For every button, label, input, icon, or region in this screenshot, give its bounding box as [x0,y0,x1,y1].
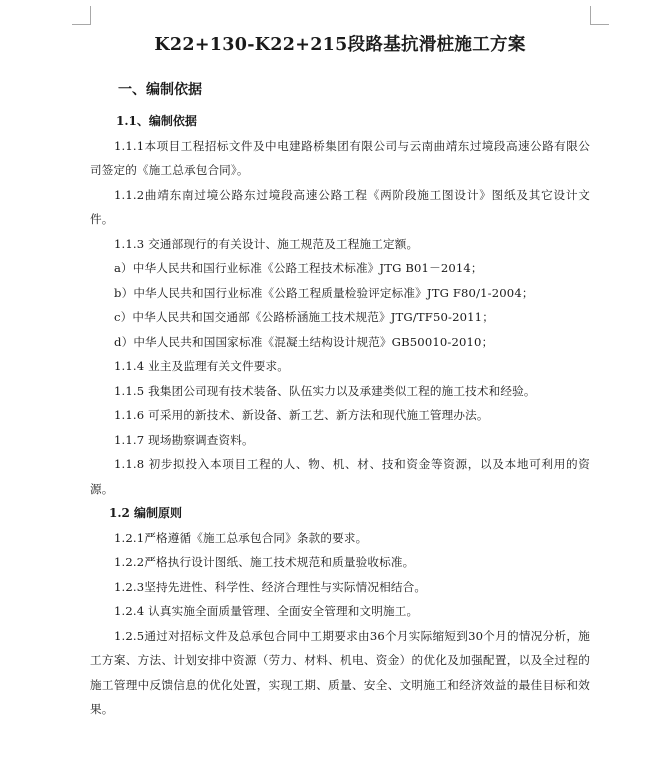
standard-item-b: b）中华人民共和国行业标准《公路工程质量检验评定标准》JTG F80/1-2004； [114,285,534,300]
document-body [90,30,590,722]
paragraph-1-1-3: 1.1.3 交通部现行的有关设计、施工规范及工程施工定额。 [114,236,419,251]
paragraph-1-2-2: 1.2.2严格执行设计图纸、施工技术规范和质量验收标准。 [114,555,415,569]
document-title: K22+130-K22+215段路基抗滑桩施工方案 [154,35,526,55]
page-corner-mark-top-left [72,6,91,25]
paragraph-1-1-7: 1.1.7 现场勘察调查资料。 [114,432,254,447]
paragraph-1-1-5: 1.1.5 我集团公司现有技术装备、队伍实力以及承建类似工程的施工技术和经验。 [114,383,536,398]
paragraph-1-2-4: 1.2.4 认真实施全面质量管理、全面安全管理和文明施工。 [114,604,419,618]
standard-item-a: a）中华人民共和国行业标准《公路工程技术标准》JTG B01－2014； [114,261,483,275]
page-corner-mark-top-right [590,6,609,25]
paragraph-1-1-1: 1.1.1本项目工程招标文件及中电建路桥集团有限公司与云南曲靖东过境段高速公路有限公司签定的《施工总承包合同》。 [90,138,590,177]
section-heading-compilation-basis: 一、编制依据 [118,82,202,98]
subsection-heading-1-2: 1.2 编制原则 [109,506,183,520]
paragraph-1-2-3: 1.2.3坚持先进性、科学性、经济合理性与实际情况相结合。 [114,579,427,594]
paragraph-1-2-1: 1.2.1严格遵循《施工总承包合同》条款的要求。 [114,530,368,545]
paragraph-1-1-2: 1.1.2曲靖东南过境公路东过境段高速公路工程《两阶段施工图设计》图纸及其它设计文件。 [90,187,590,226]
paragraph-1-1-4: 1.1.4 业主及监理有关文件要求。 [114,359,290,373]
paragraph-1-2-5: 1.2.5通过对招标文件及总承包合同中工期要求由36个月实际缩短到30个月的情况分析，施工方案、方法、计划安排中资源（劳力、材料、机电、资金）的优化及加强配置，以及全过程的施工管理中反馈信息的优化处置，实现工期、质量、安全、文明施工和经济效益的最佳目标和效果。 [90,628,590,716]
paragraph-1-1-6: 1.1.6 可采用的新技术、新设备、新工艺、新方法和现代施工管理办法。 [114,408,489,422]
standard-item-c: c）中华人民共和国交通部《公路桥涵施工技术规范》JTG/TF50-2011； [114,310,494,324]
standard-item-d: d）中华人民共和国国家标准《混凝土结构设计规范》GB50010-2010； [114,334,494,349]
subsection-heading-1-1: 1.1、编制依据 [116,114,197,128]
paragraph-1-1-8: 1.1.8 初步拟投入本项目工程的人、物、机、材、技和资金等资源，以及本地可利用的资源。 [90,457,590,496]
